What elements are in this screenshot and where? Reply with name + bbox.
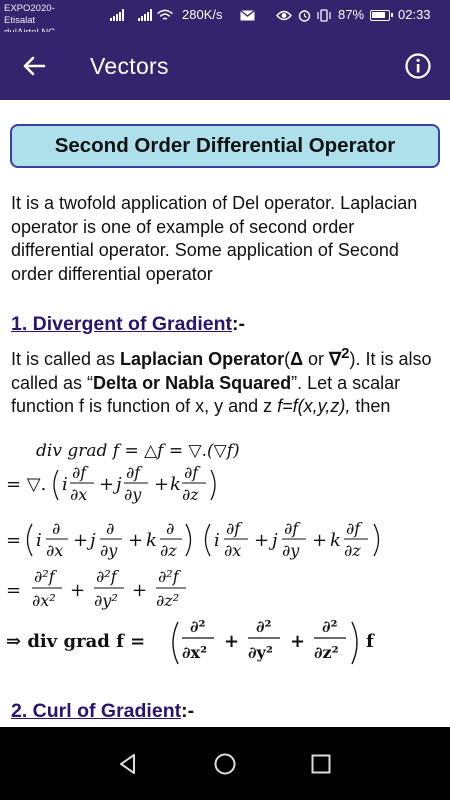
- battery-percentage: 87%: [338, 7, 365, 22]
- svg-text:∂z²: ∂z²: [156, 591, 180, 610]
- eye-icon: [276, 9, 292, 22]
- svg-text:∂f: ∂f: [72, 463, 87, 482]
- formula-line-3: [6, 519, 379, 560]
- svg-text:⇒ div grad f =: ⇒ div grad f =: [6, 631, 146, 652]
- svg-text:∂z: ∂z: [344, 541, 361, 560]
- svg-text:∂²f: ∂²f: [158, 567, 179, 586]
- section-title: Second Order Differential Operator: [10, 124, 440, 168]
- delta-symbol: Δ: [290, 349, 304, 369]
- heading-curl-of-gradient: [11, 700, 194, 723]
- signal-icon: [138, 9, 152, 21]
- svg-text:∂x: ∂x: [70, 485, 88, 504]
- svg-text:∂y: ∂y: [100, 541, 118, 560]
- app-bar: [0, 32, 450, 100]
- svg-text:∂y: ∂y: [124, 485, 142, 504]
- svg-text:∂x: ∂x: [46, 541, 64, 560]
- svg-text:∂f: ∂f: [184, 463, 199, 482]
- svg-text:+: +: [254, 530, 270, 551]
- svg-text:+: +: [128, 530, 144, 551]
- svg-text:∂x²: ∂x²: [182, 643, 208, 662]
- signal-icon: [110, 9, 124, 21]
- svg-text:∂²f: ∂²f: [96, 567, 117, 586]
- svg-text:∂: ∂: [52, 519, 61, 538]
- svg-text:∂z: ∂z: [182, 485, 199, 504]
- svg-text:∂y²: ∂y²: [248, 643, 273, 662]
- heading-label: 2. Curl of Gradient: [11, 700, 182, 722]
- svg-text:i: i: [62, 474, 68, 495]
- formula-line-5: [6, 617, 375, 664]
- svg-text:∂²: ∂²: [322, 617, 338, 636]
- content-scroll-area[interactable]: [0, 100, 450, 727]
- svg-text:k: k: [330, 530, 341, 551]
- laplacian-derivation-formula: [6, 432, 426, 672]
- heading-suffix: :-: [181, 700, 195, 722]
- battery-icon: [370, 10, 390, 21]
- svg-text:+: +: [154, 474, 170, 495]
- svg-text:f: f: [366, 631, 374, 652]
- svg-text:∂z: ∂z: [160, 541, 177, 560]
- svg-text:∂y: ∂y: [282, 541, 300, 560]
- home-circle-icon[interactable]: [210, 749, 240, 779]
- system-navigation-bar: [0, 727, 450, 800]
- svg-text:k: k: [170, 474, 181, 495]
- svg-text:+: +: [99, 474, 115, 495]
- status-bar: [0, 0, 450, 32]
- svg-text:∂f: ∂f: [126, 463, 141, 482]
- svg-text:+: +: [132, 580, 148, 601]
- nabla-symbol: ∇: [329, 349, 342, 369]
- svg-text:∂f: ∂f: [346, 519, 361, 538]
- svg-text:i: i: [36, 530, 42, 551]
- svg-text:∂x²: ∂x²: [32, 591, 56, 610]
- term-delta-or-nabla-squared: Delta or Nabla Squared: [93, 372, 292, 393]
- svg-text:j: j: [90, 530, 96, 551]
- text: or: [303, 349, 330, 369]
- heading-divergent-of-gradient: [11, 313, 245, 336]
- text: (: [284, 349, 291, 369]
- svg-text:∂z²: ∂z²: [314, 643, 339, 662]
- laplacian-paragraph: [11, 342, 441, 419]
- arrow-back-icon[interactable]: [18, 50, 50, 82]
- heading-suffix: :-: [232, 313, 246, 335]
- svg-text:∂²: ∂²: [190, 617, 206, 636]
- svg-text:∂²f: ∂²f: [34, 567, 55, 586]
- term-laplacian-operator: Laplacian Operator: [120, 349, 285, 369]
- text: ”. Let a scalar function f is function of x, y and z: [11, 372, 401, 416]
- svg-text:∂²: ∂²: [256, 617, 272, 636]
- svg-text:∂: ∂: [106, 519, 115, 538]
- text: ). It is also called as “: [11, 349, 432, 393]
- svg-text:j: j: [116, 474, 122, 495]
- network-speed: 280K/s: [182, 7, 223, 22]
- text: It is called as: [11, 349, 121, 369]
- svg-text:i: i: [214, 530, 220, 551]
- text: then: [350, 396, 391, 416]
- svg-text:∂f: ∂f: [226, 519, 241, 538]
- svg-text:= ▽.: = ▽.: [6, 474, 47, 495]
- intro-paragraph: It is a twofold application of Del operator. Laplacian operator is one of example of second order differential operator. Some application of Second order differential operator: [11, 193, 418, 284]
- clock: 02:33: [398, 7, 431, 22]
- svg-text:+: +: [312, 530, 328, 551]
- svg-text:+: +: [224, 631, 240, 652]
- superscript: 2: [341, 345, 350, 362]
- wifi-icon: [156, 9, 174, 22]
- function-definition: f=f(x,y,z),: [277, 396, 351, 416]
- svg-text:+: +: [73, 530, 89, 551]
- svg-text:=: =: [6, 530, 22, 551]
- recents-square-icon[interactable]: [306, 749, 336, 779]
- info-icon[interactable]: [402, 50, 434, 82]
- formula-line-2: [6, 463, 215, 504]
- carrier-line-1: EXPO2020-Etisalat: [4, 3, 55, 26]
- svg-text:∂f: ∂f: [284, 519, 299, 538]
- svg-text:∂: ∂: [166, 519, 175, 538]
- alarm-icon: [298, 9, 311, 22]
- formula-line-1: div grad f = △f = ▽.(▽f): [36, 441, 240, 461]
- svg-text:+: +: [290, 631, 306, 652]
- svg-text:=: =: [6, 580, 22, 601]
- mail-icon: [240, 9, 255, 22]
- svg-text:j: j: [272, 530, 278, 551]
- svg-text:∂x: ∂x: [224, 541, 242, 560]
- heading-label: 1. Divergent of Gradient: [11, 313, 233, 335]
- formula-line-4: [6, 567, 186, 610]
- vibrate-icon: [316, 9, 332, 22]
- svg-text:∂y²: ∂y²: [94, 591, 118, 610]
- svg-text:+: +: [70, 580, 86, 601]
- svg-text:k: k: [146, 530, 157, 551]
- back-triangle-icon[interactable]: [113, 749, 143, 779]
- page-title: Vectors: [90, 53, 169, 79]
